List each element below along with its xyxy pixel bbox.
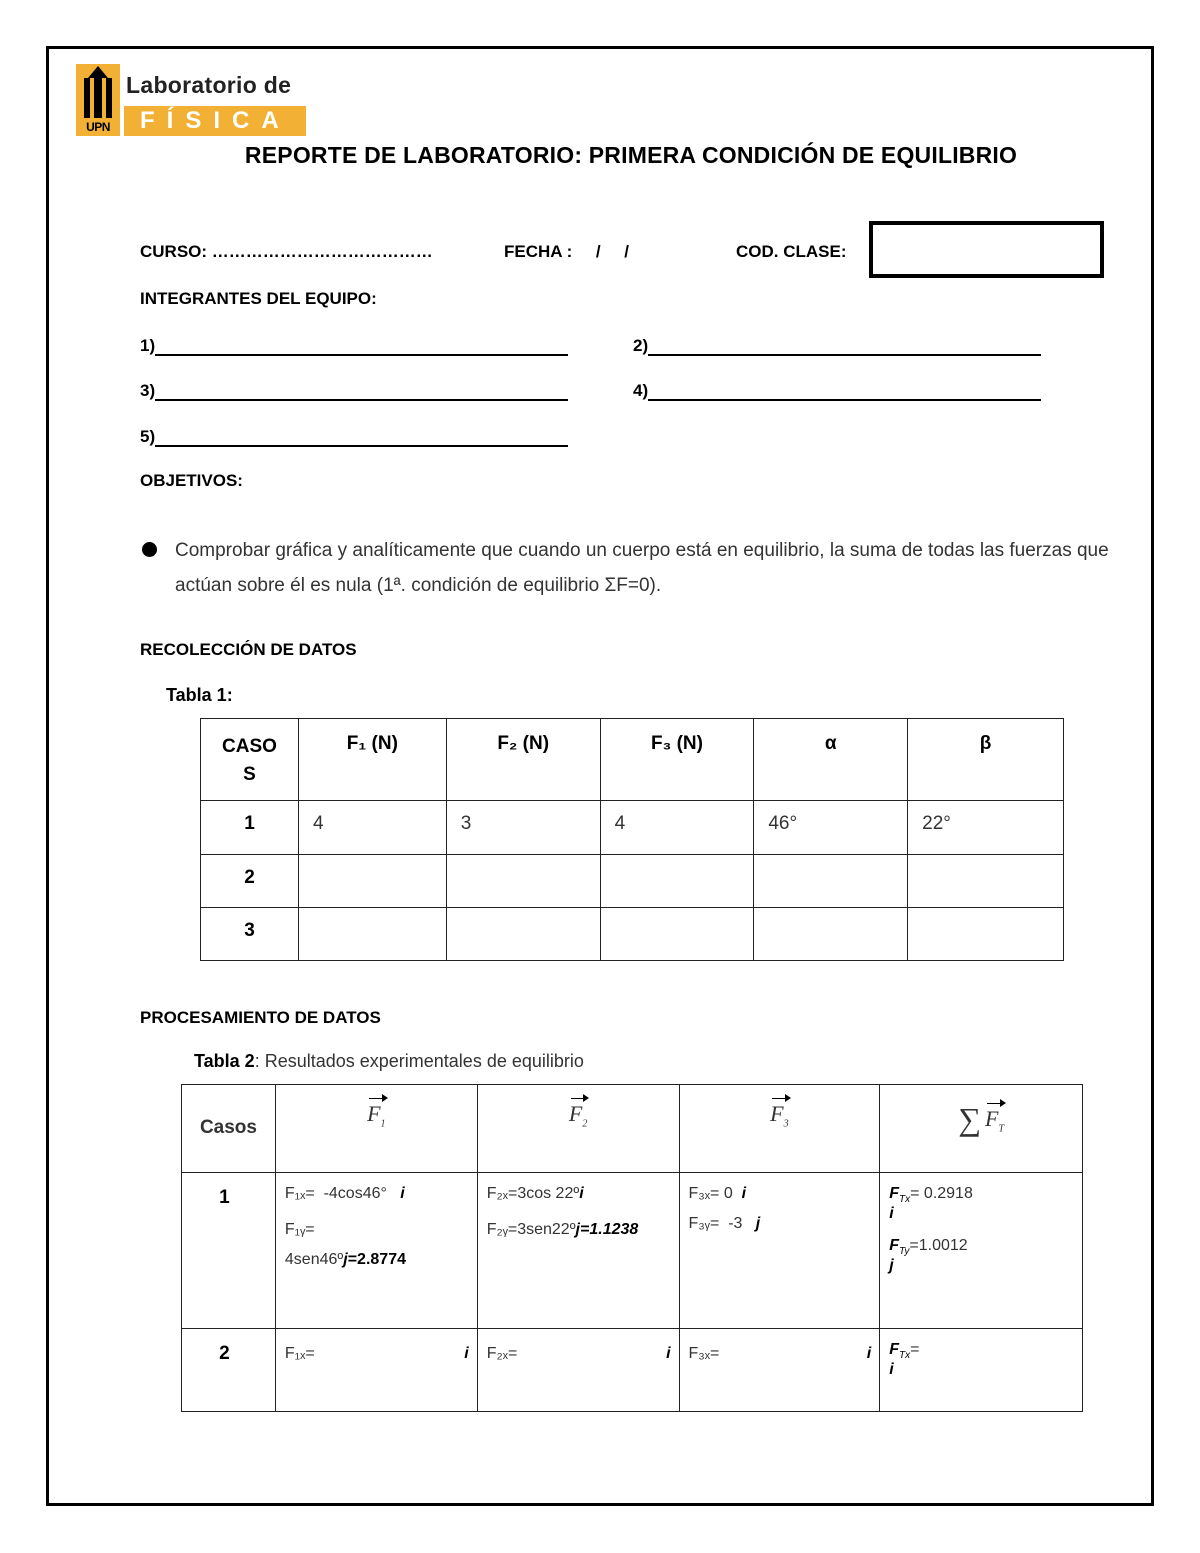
- member-4[interactable]: [633, 381, 1041, 401]
- unit-i: i: [400, 1185, 405, 1202]
- table2-header-row: [182, 1085, 1083, 1173]
- member-5[interactable]: [140, 427, 568, 447]
- fty-sub: Ty: [899, 1246, 910, 1258]
- f3x-value: 0: [723, 1185, 733, 1202]
- f2y-result: =1.1238: [580, 1221, 639, 1238]
- casos-header-text: CASO S: [222, 736, 277, 785]
- f2y-label: F₂ᵧ=: [486, 1221, 518, 1238]
- table1-cell[interactable]: [754, 908, 908, 961]
- table1-header-row: [201, 719, 1064, 801]
- table1-cell: 3: [201, 908, 299, 961]
- cod-clase-label: COD. CLASE:: [736, 242, 847, 261]
- table2-caption: [194, 1051, 584, 1072]
- table1-header-alpha: α: [754, 719, 908, 801]
- unit-i: i: [889, 1205, 894, 1223]
- ft-symbol: F: [985, 1106, 999, 1131]
- table1-cell[interactable]: [754, 855, 908, 908]
- table1-header-f2: F₂ (N): [446, 719, 600, 801]
- table2-caption-rest: : Resultados experimentales de equilibrio: [254, 1051, 584, 1071]
- table-2: [181, 1084, 1083, 1412]
- table2-cell-f1[interactable]: [275, 1173, 477, 1329]
- member-3-line: [155, 385, 568, 401]
- table2-header-f2: [477, 1085, 679, 1173]
- table-row: [182, 1173, 1083, 1329]
- table2-case-number: 1: [182, 1173, 276, 1329]
- f2x-label: F₂ₓ=: [486, 1345, 518, 1362]
- f2-sub: 2: [582, 1118, 588, 1130]
- f3y-line: [689, 1215, 872, 1233]
- f2-vector-symbol: [569, 1101, 587, 1129]
- member-4-line: [648, 385, 1041, 401]
- table2-cell-f2[interactable]: [477, 1173, 679, 1329]
- f1x-label: F₁ₓ=: [284, 1185, 315, 1202]
- ftx-value: =: [910, 1341, 920, 1358]
- ftx-sub: Tx: [899, 1194, 911, 1206]
- team-label: INTEGRANTES DEL EQUIPO:: [140, 289, 377, 308]
- f3y-label: F₃ᵧ=: [688, 1215, 720, 1232]
- member-4-label: 4): [633, 381, 649, 400]
- table2-cell-f2[interactable]: [477, 1329, 679, 1412]
- member-3[interactable]: [140, 381, 568, 401]
- f1y-result: =2.8774: [347, 1251, 406, 1268]
- table1-cell: 2: [201, 855, 299, 908]
- logo-band: FÍSICA: [124, 106, 306, 136]
- f2y-line: [487, 1215, 671, 1245]
- table-row: [201, 908, 1064, 961]
- sum-icon: ∑: [958, 1101, 982, 1137]
- unit-j: j: [575, 1221, 580, 1238]
- f2x-value: 3cos 22º: [517, 1185, 580, 1202]
- unit-i: i: [666, 1345, 671, 1362]
- f2-symbol: F: [568, 1101, 583, 1126]
- table2-header-sum: [880, 1085, 1083, 1173]
- unit-j: j: [755, 1215, 761, 1232]
- table2-cell-f1[interactable]: [275, 1329, 477, 1412]
- table1-header-f3: F₃ (N): [600, 719, 754, 801]
- cod-clase-input[interactable]: [869, 221, 1104, 278]
- fecha-field[interactable]: FECHA : / /: [504, 242, 629, 261]
- table1-cell[interactable]: [908, 855, 1064, 908]
- f1y-value: 4sen46º: [284, 1251, 344, 1268]
- f3-vector-symbol: [770, 1101, 788, 1129]
- unit-j: j: [889, 1257, 894, 1275]
- member-2[interactable]: [633, 336, 1041, 356]
- table-row: [182, 1329, 1083, 1412]
- unit-i: i: [866, 1345, 872, 1362]
- table2-header-f3: [679, 1085, 880, 1173]
- table1-cell[interactable]: [298, 908, 446, 961]
- table2-header-f1: [275, 1085, 477, 1173]
- table2-header-casos: Casos: [182, 1085, 276, 1173]
- table1-header-casos: [201, 719, 299, 801]
- member-1-line: [155, 340, 568, 356]
- table-row: [201, 801, 1064, 855]
- table1-cell[interactable]: [446, 908, 600, 961]
- f3-sub: 3: [783, 1118, 789, 1130]
- table1-cell[interactable]: [446, 855, 600, 908]
- member-1-label: 1): [140, 336, 156, 355]
- f1x-line: [285, 1185, 469, 1203]
- table-row: [201, 855, 1064, 908]
- f1y-line: [285, 1215, 469, 1275]
- ft-vector-symbol: [985, 1106, 1004, 1134]
- ftx-sub: Tx: [899, 1350, 911, 1362]
- data-collection-label: RECOLECCIÓN DE DATOS: [140, 640, 357, 659]
- unit-i: i: [464, 1345, 469, 1362]
- f1-vector-symbol: [367, 1101, 385, 1129]
- f1-sub: 1: [380, 1118, 386, 1130]
- table1-cell[interactable]: [298, 855, 446, 908]
- curso-field[interactable]: CURSO: …………………………………: [140, 242, 433, 261]
- table1-caption: Tabla 1:: [166, 685, 233, 705]
- table1-cell[interactable]: 3: [446, 801, 600, 855]
- f2y-value: 3sen22º: [517, 1221, 576, 1238]
- page-title: REPORTE DE LABORATORIO: PRIMERA CONDICIÓN DE EQUILIBRIO: [244, 142, 1018, 168]
- f2x-line: [487, 1185, 671, 1203]
- table1-header-beta: β: [908, 719, 1064, 801]
- unit-i: i: [889, 1361, 894, 1379]
- logo-upn-text: UPN: [86, 120, 110, 134]
- f3x-label: F₃ₓ=: [688, 1185, 720, 1202]
- ftx-label: F: [889, 1341, 900, 1358]
- unit-i: i: [579, 1185, 584, 1202]
- f2x-label: F₂ₓ=: [486, 1185, 518, 1202]
- table2-cell-total[interactable]: [880, 1329, 1083, 1412]
- f1-symbol: F: [367, 1101, 381, 1126]
- member-1[interactable]: [140, 336, 568, 356]
- member-2-line: [648, 340, 1041, 356]
- objective-text: Comprobar gráfica y analíticamente que cuando un cuerpo está en equilibrio, la suma de todas las fuerzas que actúan sobre él es nula (1ª. condición de equilibrio ΣF=0).: [175, 540, 1109, 596]
- unit-i: i: [741, 1185, 747, 1202]
- ftx-label: F: [889, 1185, 900, 1202]
- table1-cell: 1: [201, 801, 299, 855]
- f3x-label: F₃ₓ=: [688, 1345, 720, 1362]
- ftx-value: = 0.2918: [910, 1185, 973, 1202]
- table1-cell[interactable]: 46°: [754, 801, 908, 855]
- bullet-icon: [142, 542, 157, 557]
- table2-cell-f3[interactable]: [679, 1173, 880, 1329]
- objectives-label: OBJETIVOS:: [140, 471, 243, 490]
- table-1: [200, 718, 1064, 961]
- table1-cell[interactable]: 22°: [908, 801, 1064, 855]
- fty-label: F: [889, 1237, 900, 1255]
- f1y-label: F₁ᵧ=: [284, 1221, 315, 1238]
- f1x-value: -4cos46°: [323, 1185, 387, 1202]
- table2-cell-f3[interactable]: [679, 1329, 880, 1412]
- fty-value: =1.0012: [909, 1237, 968, 1255]
- table2-caption-bold: Tabla 2: [194, 1051, 255, 1071]
- upn-logo-icon: [76, 64, 120, 136]
- table1-header-f1: F₁ (N): [298, 719, 446, 801]
- table2-cell-total[interactable]: [880, 1173, 1083, 1329]
- table1-cell[interactable]: 4: [600, 801, 754, 855]
- table1-cell[interactable]: [908, 908, 1064, 961]
- f3x-line: [689, 1185, 872, 1203]
- processing-label: PROCESAMIENTO DE DATOS: [140, 1008, 381, 1027]
- f3-symbol: F: [770, 1101, 784, 1126]
- ftx-line: [889, 1185, 1074, 1223]
- ft-sub: T: [998, 1123, 1005, 1135]
- f1x-label: F₁ₓ=: [284, 1345, 315, 1362]
- member-5-label: 5): [140, 427, 156, 446]
- table1-cell[interactable]: [600, 855, 754, 908]
- member-2-label: 2): [633, 336, 649, 355]
- table1-cell[interactable]: [600, 908, 754, 961]
- table1-cell[interactable]: 4: [298, 801, 446, 855]
- logo-title: Laboratorio de: [126, 72, 292, 98]
- fty-line: [889, 1237, 1074, 1275]
- member-5-line: [155, 431, 568, 447]
- member-3-label: 3): [140, 381, 156, 400]
- f3y-value: -3: [728, 1215, 743, 1232]
- unit-j: j: [343, 1251, 348, 1268]
- table2-case-number: 2: [182, 1329, 276, 1412]
